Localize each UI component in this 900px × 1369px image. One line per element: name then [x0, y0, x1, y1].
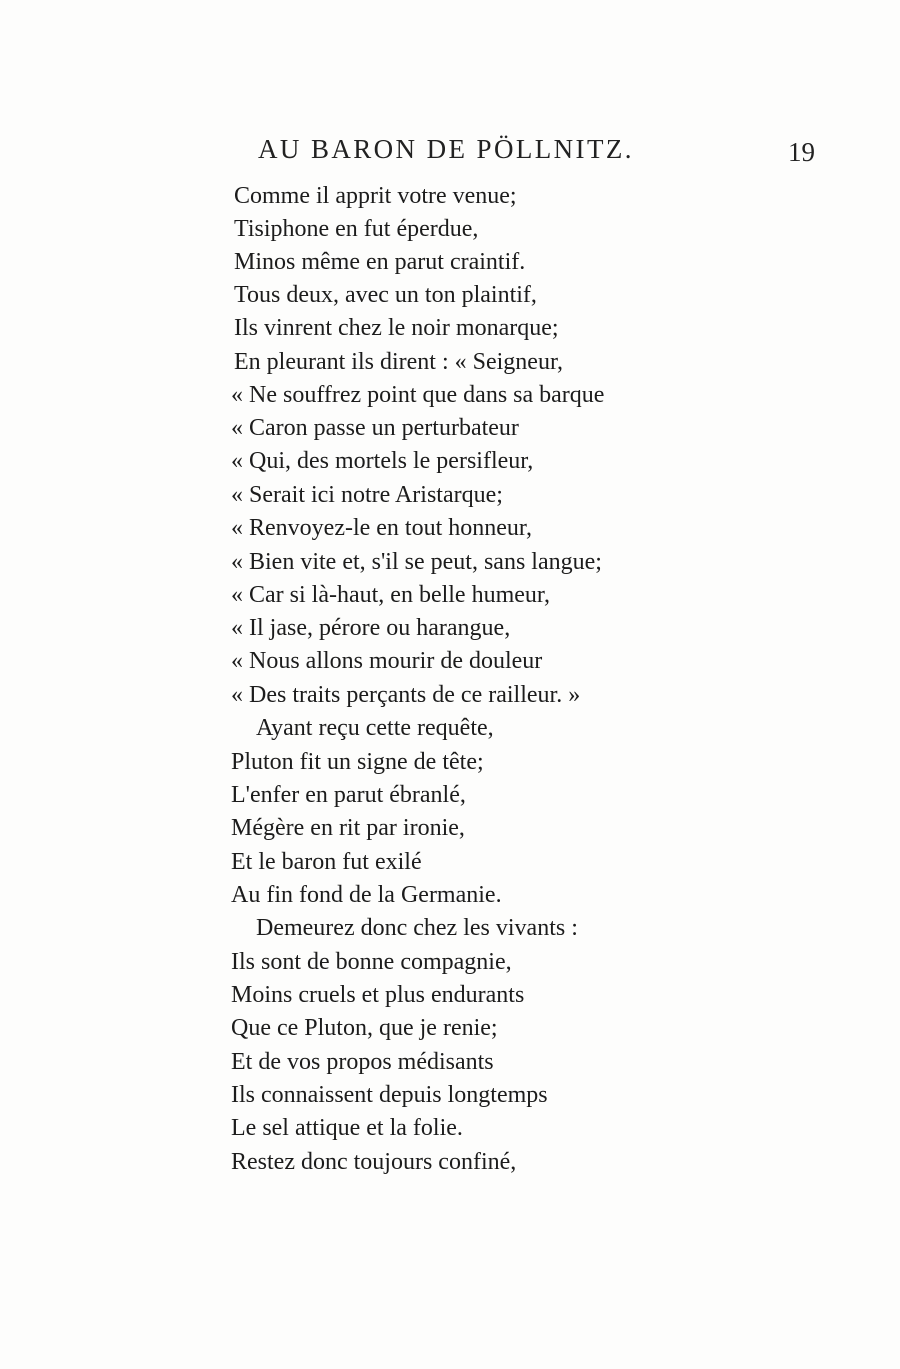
poem-line: « Renvoyez-le en tout honneur, [231, 515, 532, 541]
poem-line: Restez donc toujours confiné, [231, 1149, 517, 1175]
running-title: AU BARON DE PÖLLNITZ. [258, 134, 634, 164]
poem-line: Ils connaissent depuis longtemps [231, 1082, 548, 1108]
running-header [0, 134, 900, 174]
poem-line: Ayant reçu cette requête, [256, 715, 494, 741]
poem-line: « Caron passe un perturbateur [231, 415, 519, 441]
poem-line: Ils vinrent chez le noir monarque; [234, 315, 559, 341]
poem-line: Tisiphone en fut éperdue, [234, 216, 479, 242]
poem-line: Comme il apprit votre venue; [234, 183, 517, 209]
poem-line: « Il jase, pérore ou harangue, [231, 615, 511, 641]
poem-line: Que ce Pluton, que je renie; [231, 1015, 498, 1041]
page-number: 19 [788, 137, 815, 167]
poem-line: « Ne souffrez point que dans sa barque [231, 382, 605, 408]
poem-line: Et de vos propos médisants [231, 1049, 494, 1075]
poem-line: Mégère en rit par ironie, [231, 815, 465, 841]
poem-line: « Car si là-haut, en belle humeur, [231, 582, 550, 608]
poem-line: Le sel attique et la folie. [231, 1115, 463, 1141]
poem-line: Pluton fit un signe de tête; [231, 749, 484, 775]
poem-line: « Bien vite et, s'il se peut, sans langue; [231, 549, 602, 575]
poem-line: Tous deux, avec un ton plaintif, [234, 282, 537, 308]
poem-line: En pleurant ils dirent : « Seigneur, [234, 349, 563, 375]
poem-line: « Des traits perçants de ce railleur. » [231, 682, 581, 708]
poem-line: Demeurez donc chez les vivants : [256, 915, 578, 941]
poem-line: « Serait ici notre Aristarque; [231, 482, 503, 508]
poem-line: Ils sont de bonne compagnie, [231, 949, 512, 975]
poem-line: « Qui, des mortels le persifleur, [231, 448, 534, 474]
poem-line: Moins cruels et plus endurants [231, 982, 525, 1008]
poem-line: Minos même en parut craintif. [234, 249, 526, 275]
poem-line: Et le baron fut exilé [231, 849, 422, 875]
poem-line: L'enfer en parut ébranlé, [231, 782, 466, 808]
poem-line: « Nous allons mourir de douleur [231, 648, 543, 674]
poem-line: Au fin fond de la Germanie. [231, 882, 502, 908]
